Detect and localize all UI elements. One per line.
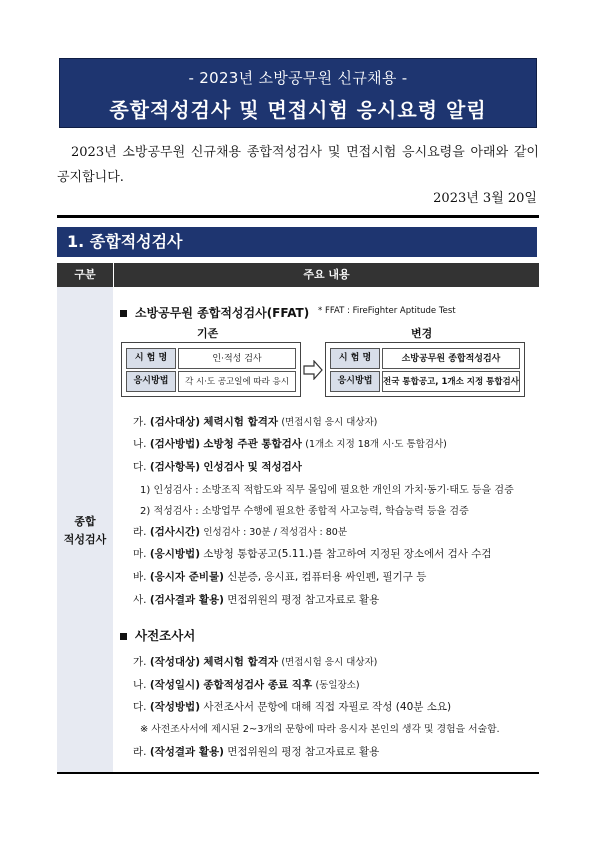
survey-item-b: 나. (작성일시) 종합적성검사 종료 직후 (동일장소) (133, 679, 360, 691)
ffat-item-b: 나. (검사방법) 소방청 주관 통합검사 (1개소 지정 18개 시·도 통합검사) (133, 438, 447, 450)
survey-item-c: 다. (작성방법) 사전조사서 문항에 대해 직접 자필로 작성 (40분 소요) (133, 701, 452, 713)
square-bullet-icon (120, 633, 127, 640)
page-title: 종합적성검사 및 면접시험 응시요령 알림 (109, 98, 487, 122)
col-header-category: 구분 (57, 263, 113, 287)
after-label: 변경 (411, 327, 433, 340)
ffat-heading: 소방공무원 종합적성검사(FFAT) (120, 304, 309, 321)
ffat-item-c1: 1) 인성검사 : 소방조직 적합도와 직무 몰입에 필요한 개인의 가치·동기·태도 등을 검증 (140, 485, 514, 496)
ffat-item-c: 다. (검사항목) 인성검사 및 적성검사 (133, 461, 302, 473)
survey-item-a: 가. (작성대상) 체력시험 합격자 (면접시험 응시 대상자) (133, 656, 378, 668)
before-label: 기존 (197, 327, 219, 340)
before-exam-name-value: 인·적성 검사 (178, 348, 296, 369)
right-arrow-icon (303, 360, 323, 380)
col-header-content: 주요 내용 (114, 263, 539, 287)
section-title: 1. 종합적성검사 (57, 227, 537, 257)
ffat-item-g: 사. (검사결과 활용) 면접위원의 평정 참고자료로 활용 (133, 594, 380, 606)
table-bottom-border (57, 772, 539, 774)
after-box (325, 342, 525, 397)
notice-date: 2023년 3월 20일 (433, 191, 537, 206)
survey-item-d: 라. (작성결과 활용) 면접위원의 평정 참고자료로 활용 (133, 746, 380, 758)
title-subtitle: - 2023년 소방공무원 신규채용 - (188, 69, 408, 87)
after-exam-name-value: 소방공무원 종합적성검사 (382, 348, 520, 369)
after-method-value: 전국 통합공고, 1개소 지정 통합검사 (382, 371, 520, 392)
before-method-value: 각 시·도 공고일에 따라 응시 (178, 371, 296, 392)
before-box (121, 342, 301, 397)
title-banner (59, 58, 537, 128)
survey-heading: 사전조사서 (120, 626, 195, 644)
divider (57, 215, 539, 218)
intro-text: 2023년 소방공무원 신규채용 종합적성검사 및 면접시험 응시요령을 아래와 같이 공지합니다. (57, 145, 539, 185)
square-bullet-icon (120, 310, 127, 317)
after-exam-name-label: 시 험 명 (330, 348, 380, 369)
ffat-item-e: 마. (응시방법) 소방청 통합공고(5.11.)를 참고하여 지정된 장소에서 검사 수검 (133, 548, 492, 560)
survey-note: ※ 사전조사서에 제시된 2~3개의 문항에 따라 응시자 본인의 생각 및 경험을 서술함. (140, 724, 500, 735)
ffat-item-d: 라. (검사시간) 인성검사 : 30분 / 적성검사 : 80분 (133, 526, 348, 538)
ffat-item-a: 가. (검사대상) 체력시험 합격자 (면접시험 응시 대상자) (133, 416, 378, 428)
ffat-item-c2: 2) 적성검사 : 소방업무 수행에 필요한 종합적 사고능력, 학습능력 등을 검증 (140, 506, 469, 517)
ffat-note: * FFAT : FireFighter Aptitude Test (318, 306, 456, 316)
after-method-label: 응시방법 (330, 371, 380, 392)
category-label: 종합 적성검사 (63, 515, 107, 546)
before-method-label: 응시방법 (126, 371, 176, 392)
before-exam-name-label: 시 험 명 (126, 348, 176, 369)
ffat-item-f: 바. (응시자 준비물) 신분증, 응시표, 컴퓨터용 싸인펜, 필기구 등 (133, 571, 427, 583)
